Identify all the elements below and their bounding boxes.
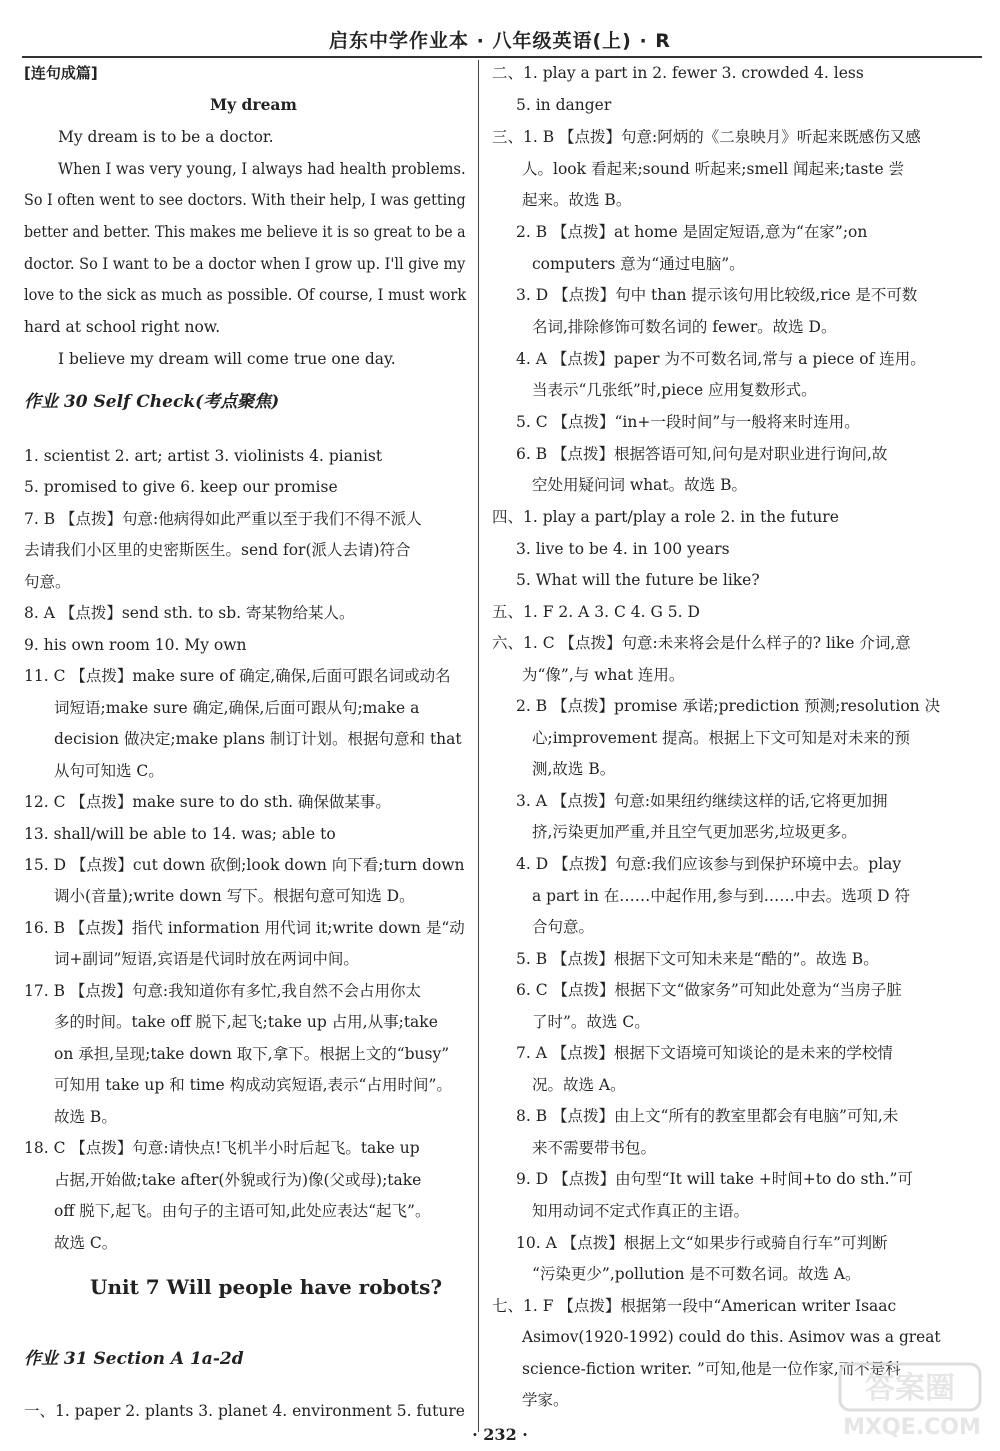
left-line-16: 8. A 【点拨】send sth. to sb. 寄某物给某人。	[24, 604, 355, 622]
watermark-logo	[820, 1358, 990, 1442]
left-line-37: Unit 7 Will people have robots?	[90, 1275, 443, 1299]
right-line-28: 5. B 【点拨】根据下文可知未来是“酷的”。故选 B。	[516, 950, 879, 968]
right-line-23: 3. A 【点拨】句意:如果纽约继续这样的话,它将更加拥	[516, 792, 888, 810]
header-rule	[22, 56, 982, 58]
left-line-24: 15. D 【点拨】cut down 砍倒;look down 向下看;turn down	[24, 856, 465, 874]
svg-text:答案圈: 答案圈	[865, 1371, 955, 1406]
header-title: 启东中学作业本 · 八年级英语(上) · R	[329, 30, 671, 52]
page-header	[0, 0, 1000, 52]
left-line-11: 1. scientist 2. art; artist 3. violinists 4. pianist	[24, 447, 383, 465]
right-line-26: a part in 在……中起作用,参与到……中去。选项 D 符	[532, 887, 910, 905]
right-line-1: 5. in danger	[516, 96, 612, 114]
svg-text:MXQE.COM: MXQE.COM	[843, 1415, 981, 1440]
right-line-5: 2. B 【点拨】at home 是固定短语,意为“在家”;on	[516, 223, 868, 241]
left-line-13: 7. B 【点拨】句意:他病得如此严重以至于我们不得不派人	[24, 510, 422, 528]
right-line-37: 10. A 【点拨】根据上文“如果步行或骑自行车”可判断	[516, 1234, 888, 1252]
left-line-28: 17. B 【点拨】句意:我知道你有多忙,我自然不会占用你太	[24, 982, 422, 1000]
right-line-41: science-fiction writer. ”可知,他是一位作家,而不是科	[522, 1360, 901, 1378]
left-line-10: 作业 30 Self Check(考点聚焦)	[24, 392, 280, 412]
right-line-33: 8. B 【点拨】由上文“所有的教室里都会有电脑”可知,未	[516, 1107, 899, 1125]
right-line-39: 七、1. F 【点拨】根据第一段中“American writer Isaac	[492, 1297, 897, 1315]
left-line-5: better and better. This makes me believe it is so great to be a	[24, 223, 466, 241]
left-line-8: hard at school right now.	[24, 318, 221, 336]
right-line-32: 况。故选 A。	[532, 1076, 626, 1094]
left-line-33: 18. C 【点拨】句意:请快点!飞机半小时后起飞。take up	[24, 1139, 420, 1157]
right-line-18: 六、1. C 【点拨】句意:未来将会是什么样子的? like 介词,意	[492, 634, 911, 652]
right-line-21: 心;improvement 提高。根据上下文可知是对未来的预	[532, 729, 910, 747]
left-line-3: When I was very young, I always had health problems.	[58, 160, 466, 178]
left-line-29: 多的时间。take off 脱下,起飞;take up 占用,从事;take	[54, 1013, 438, 1031]
left-line-32: 故选 B。	[54, 1108, 117, 1126]
right-line-42: 学家。	[522, 1391, 569, 1409]
left-line-19: 词短语;make sure 确定,确保,后面可跟从句;make a	[54, 699, 420, 717]
right-line-7: 3. D 【点拨】句中 than 提示该句用比较级,rice 是不可数	[516, 286, 918, 304]
right-line-22: 测,故选 B。	[532, 760, 616, 778]
left-line-9: I believe my dream will come true one day.	[58, 350, 396, 368]
left-line-36: 故选 C。	[54, 1234, 118, 1252]
left-line-34: 占据,开始做;take after(外貌或行为)像(父或母);take	[54, 1171, 422, 1189]
left-line-31: 可知用 take up 和 time 构成动宾短语,表示“占用时间”。	[54, 1076, 452, 1094]
right-line-4: 起来。故选 B。	[522, 191, 632, 209]
left-line-4: So I often went to see doctors. With their help, I was getting	[24, 191, 466, 209]
right-line-14: 四、1. play a part/play a role 2. in the future	[492, 508, 839, 526]
right-line-30: 了时”。故选 C。	[532, 1013, 650, 1031]
right-line-38: “污染更少”,pollution 是不可数名词。故选 A。	[532, 1265, 861, 1283]
right-line-31: 7. A 【点拨】根据下文语境可知谈论的是未来的学校情	[516, 1044, 893, 1062]
right-line-17: 五、1. F 2. A 3. C 4. G 5. D	[492, 603, 700, 621]
right-line-15: 3. live to be 4. in 100 years	[516, 540, 730, 558]
right-line-2: 三、1. B 【点拨】句意:阿炳的《二泉映月》听起来既感伤又感	[492, 128, 921, 146]
right-line-3: 人。look 看起来;sound 听起来;smell 闻起来;taste 尝	[522, 160, 905, 178]
left-line-39: 一、1. paper 2. plants 3. planet 4. environment 5. future	[24, 1402, 465, 1420]
column-divider	[478, 60, 479, 1432]
right-line-0: 二、1. play a part in 2. fewer 3. crowded 4. less	[492, 64, 864, 82]
right-line-19: 为“像”,与 what 连用。	[522, 666, 685, 684]
left-line-38: 作业 31 Section A 1a-2d	[24, 1349, 244, 1369]
right-line-29: 6. C 【点拨】根据下文“做家务”可知此处意为“当房子脏	[516, 981, 902, 999]
right-line-36: 知用动词不定式作真正的主语。	[532, 1202, 750, 1220]
left-line-18: 11. C 【点拨】make sure of 确定,确保,后面可跟名词或动名	[24, 667, 451, 685]
left-line-2: My dream is to be a doctor.	[58, 128, 274, 146]
left-line-14: 去请我们小区里的史密斯医生。send for(派人去请)符合	[24, 541, 411, 559]
right-line-13: 空处用疑问词 what。故选 B。	[532, 476, 747, 494]
right-line-35: 9. D 【点拨】由句型“It will take +时间+to do sth.”可	[516, 1170, 913, 1188]
left-line-15: 句意。	[24, 573, 71, 591]
right-line-34: 来不需要带书包。	[532, 1139, 657, 1157]
right-line-8: 名词,排除修饰可数名词的 fewer。故选 D。	[532, 318, 837, 336]
right-line-6: computers 意为“通过电脑”。	[532, 255, 745, 273]
left-line-30: on 承担,呈现;take down 取下,拿下。根据上文的“busy”	[54, 1045, 450, 1063]
left-line-6: doctor. So I want to be a doctor when I grow up. I'll give my	[24, 255, 466, 273]
left-line-35: off 脱下,起飞。由句子的主语可知,此处应表达“起飞”。	[54, 1202, 431, 1220]
left-line-12: 5. promised to give 6. keep our promise	[24, 478, 338, 496]
left-line-27: 词+副词”短语,宾语是代词时放在两词中间。	[54, 950, 359, 968]
left-line-20: decision 做决定;make plans 制订计划。根据句意和 that	[54, 730, 462, 748]
right-line-16: 5. What will the future be like?	[516, 571, 760, 589]
page-number: · 232 ·	[472, 1425, 528, 1444]
right-line-11: 5. C 【点拨】“in+一段时间”与一般将来时连用。	[516, 413, 860, 431]
right-line-24: 挤,污染更加严重,并且空气更加恶劣,垃圾更多。	[532, 823, 857, 841]
left-line-1: My dream	[210, 95, 297, 114]
left-line-22: 12. C 【点拨】make sure to do sth. 确保做某事。	[24, 793, 391, 811]
right-line-27: 合句意。	[532, 918, 595, 936]
right-line-40: Asimov(1920-1992) could do this. Asimov was a great	[522, 1328, 941, 1346]
right-line-9: 4. A 【点拨】paper 为不可数名词,常与 a piece of 连用。	[516, 350, 926, 368]
left-line-25: 调小(音量);write down 写下。根据句意可知选 D。	[54, 887, 415, 905]
left-line-7: love to the sick as much as possible. Of course, I must work	[24, 286, 467, 304]
right-line-25: 4. D 【点拨】句意:我们应该参与到保护环境中去。play	[516, 855, 902, 873]
left-line-17: 9. his own room 10. My own	[24, 636, 247, 654]
left-line-26: 16. B 【点拨】指代 information 用代词 it;write down 是“动	[24, 919, 465, 937]
right-line-12: 6. B 【点拨】根据答语可知,问句是对职业进行询问,故	[516, 445, 888, 463]
right-line-10: 当表示“几张纸”时,piece 应用复数形式。	[532, 381, 817, 399]
left-line-0: [连句成篇]	[24, 64, 98, 82]
left-line-21: 从句可知选 C。	[54, 762, 164, 780]
left-line-23: 13. shall/will be able to 14. was; able to	[24, 825, 336, 843]
right-line-20: 2. B 【点拨】promise 承诺;prediction 预测;resolution 决	[516, 697, 941, 715]
